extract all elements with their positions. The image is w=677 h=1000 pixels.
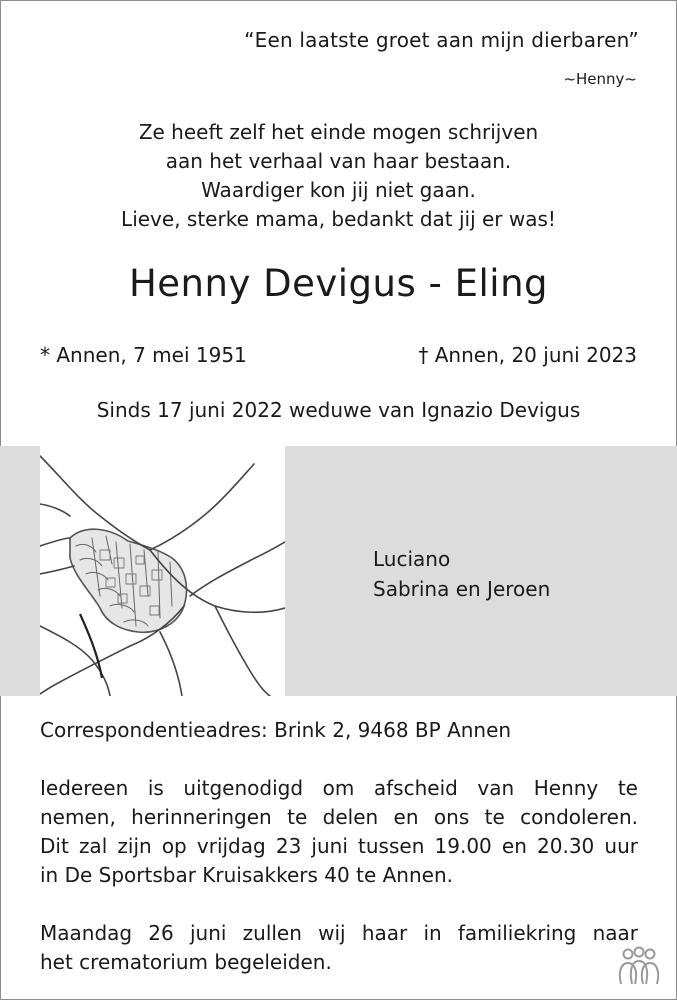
paragraph-line: in De Sportsbar Kruisakkers 40 te Annen. [40, 863, 453, 887]
poem-line: Waardiger kon jij niet gaan. [201, 178, 476, 202]
poem-line: aan het verhaal van haar bestaan. [165, 149, 512, 173]
deceased-name: Henny Devigus - Eling [128, 262, 549, 305]
paragraph-line: het crematorium begeleiden. [40, 950, 332, 974]
correspondence-address: Correspondentieadres: Brink 2, 9468 BP Annen [40, 718, 512, 742]
opening-quote: “Een laatste groet aan mijn dierbaren” [244, 28, 639, 52]
family-member: Luciano [373, 547, 451, 571]
people-group-logo-icon [615, 946, 663, 986]
family-member: Sabrina en Jeroen [373, 577, 551, 601]
poem [0, 118, 677, 234]
poem-line: Lieve, sterke mama, bedankt dat jij er was! [121, 207, 556, 231]
quote-signature: ~Henny~ [563, 70, 637, 88]
paragraph-line: Iedereen is uitgenodigd om afscheid van Henny te [40, 776, 638, 800]
paragraph-line: Maandag 26 juni zullen wij haar in familiekring naar [40, 921, 638, 945]
paragraph-line: Dit zal zijn op vrijdag 23 juni tussen 19.00 en 20.30 uur [40, 834, 638, 858]
death-info: † Annen, 20 juni 2023 [418, 343, 637, 367]
street-map-icon [40, 446, 285, 696]
birth-info: * Annen, 7 mei 1951 [40, 343, 247, 367]
cremation-paragraph [40, 919, 638, 977]
paragraph-line: nemen, herinneringen te delen en ons te condoleren. [40, 805, 638, 829]
poem-line: Ze heeft zelf het einde mogen schrijven [138, 120, 539, 144]
farewell-paragraph [40, 774, 638, 890]
family-list [373, 544, 550, 604]
widow-line: Sinds 17 juni 2022 weduwe van Ignazio Devigus [96, 398, 581, 422]
